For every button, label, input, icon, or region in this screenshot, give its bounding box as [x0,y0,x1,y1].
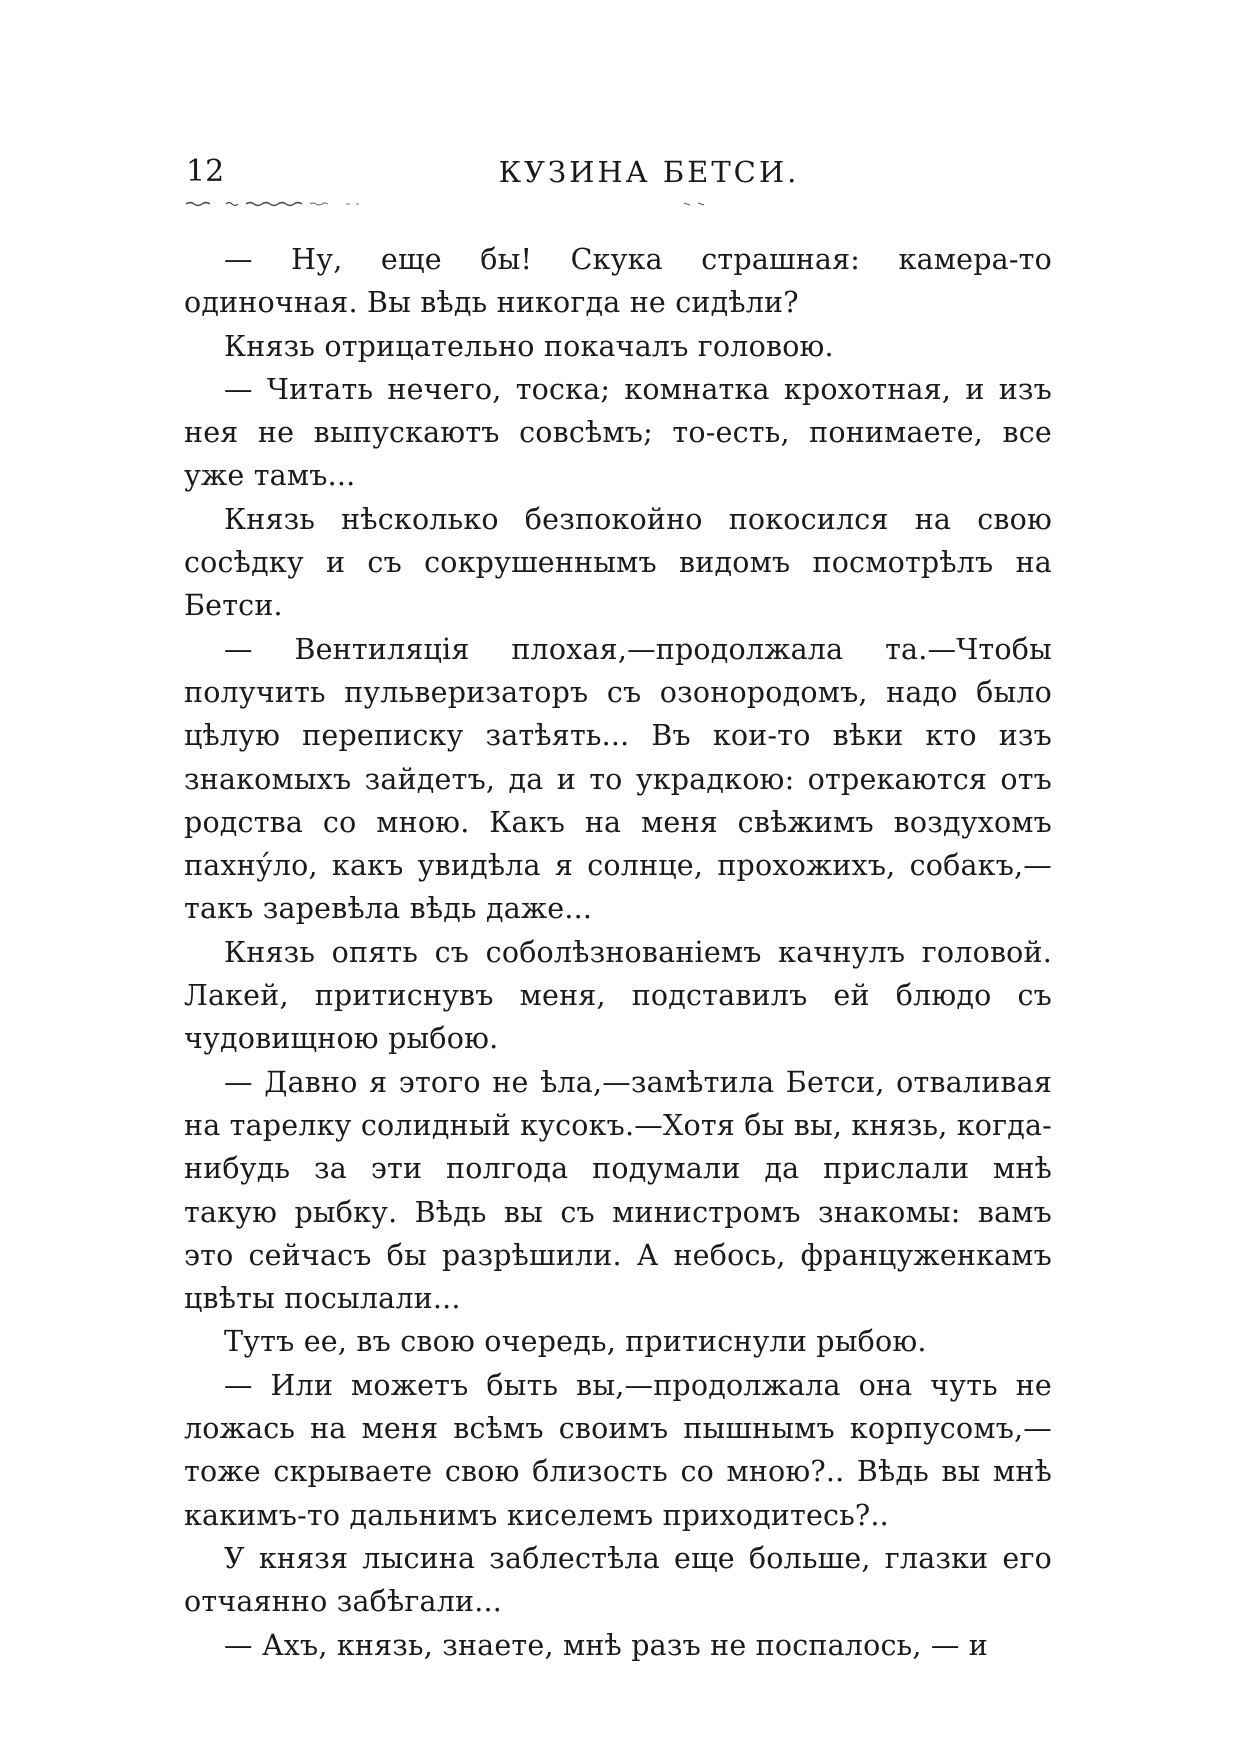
paragraph: — Ахъ, князь, знаете, мнѣ разъ не поспалось, — и [224,1628,989,1662]
page-header [186,150,1050,194]
paragraph: Князь опять съ соболѣзнованіемъ качнулъ головой. Лакей, притиснувъ меня, подставилъ ей блюдо съ чудовищною рыбою. [184,935,1052,1056]
paragraph: Князь отрицательно покачалъ головою. [224,329,834,363]
paragraph: — Читать нечего, тоска; комнатка крохотная, и изъ нея не выпускаютъ совсѣмъ; то-есть, понимаете, все уже тамъ... [184,372,1052,493]
paragraph: Тутъ ее, въ свою очередь, притиснули рыбою. [224,1325,927,1359]
decorative-wavy-rule [186,200,786,208]
paragraph: — Или можетъ быть вы,—продолжала она чуть не ложась на меня всѣмъ своимъ пышнымъ корпусомъ,—тоже скрываете свою близость со мною?.. Вѣдь вы мнѣ какимъ-то дальнимъ киселемъ приходитесь?.. [184,1368,1052,1532]
page-number: 12 [186,154,225,189]
running-title: КУЗИНА БЕТСИ. [498,155,800,189]
paragraph: Князь нѣсколько безпокойно покосился на свою сосѣдку и съ сокрушеннымъ видомъ посмотрѣлъ на Бетси. [184,502,1052,623]
paragraph: У князя лысина заблестѣла еще больше, глазки его отчаянно забѣгали... [184,1541,1052,1619]
paragraph: — Давно я этого не ѣла,—замѣтила Бетси, отваливая на тарелку солидный кусокъ.—Хотя бы вы, князь, когда-нибудь за эти полгода подумали да прислали мнѣ такую рыбку. Вѣдь вы съ министромъ знакомы: вамъ это сейчасъ бы разрѣшили. А небось, француженкамъ цвѣты посылали... [184,1065,1053,1316]
paragraph: — Ну, еще бы! Скука страшная: камера-то одиночная. Вы вѣдь никогда не сидѣли? [184,243,1052,320]
body-text [184,238,1052,1667]
paragraph: — Вентиляція плохая,—продолжала та.—Чтобы получить пульверизаторъ съ озонородомъ, надо было цѣлую переписку затѣять... Въ кои-то вѣки кто изъ знакомыхъ зайдетъ, да и то украдкою: отрекаются отъ родства со мною. Какъ на меня свѣжимъ воздухомъ пахну́ло, какъ увидѣла я солнце, прохожихъ, собакъ,—такъ заревѣла вѣдь даже... [184,632,1052,926]
